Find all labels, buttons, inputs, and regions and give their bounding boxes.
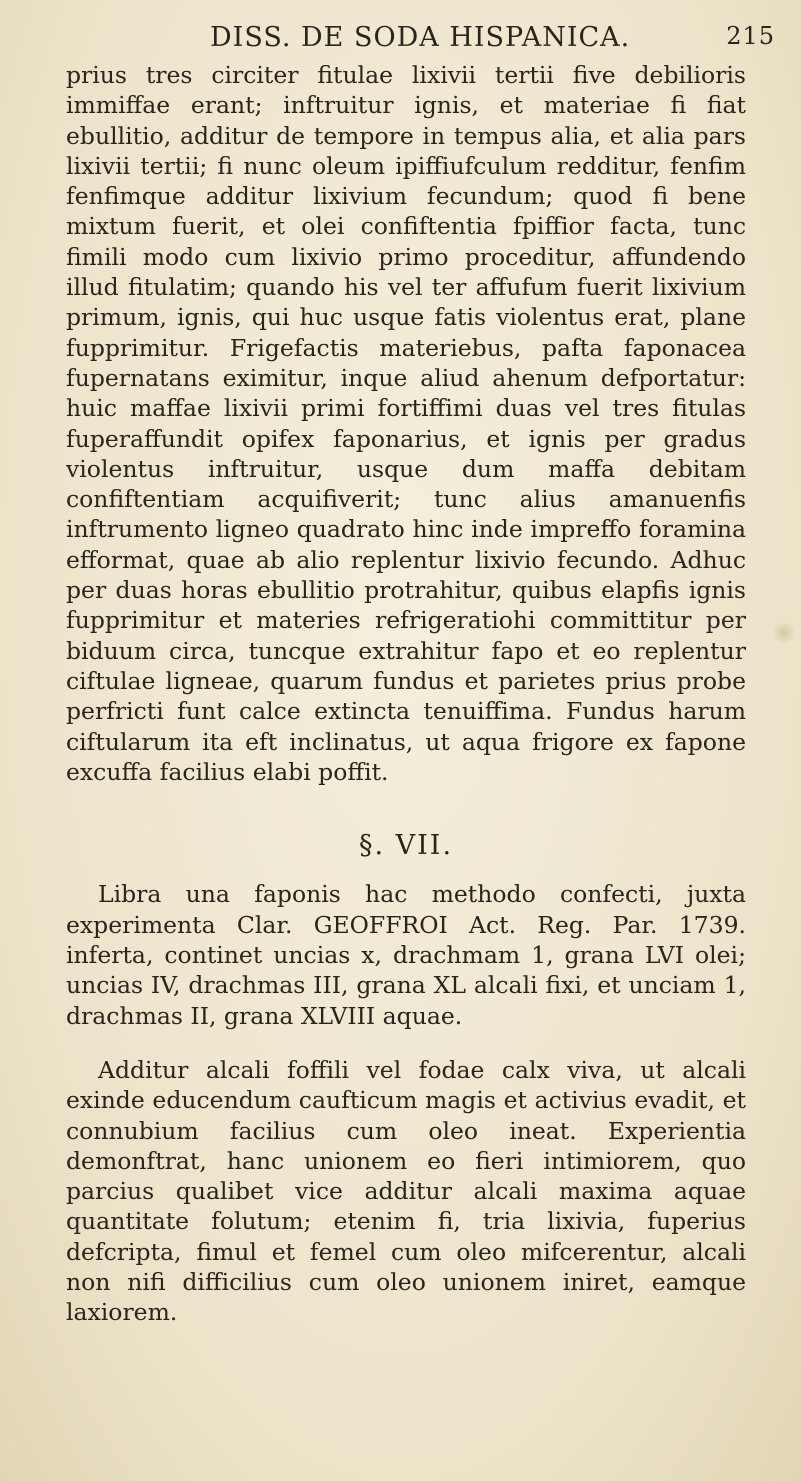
paragraph-1: prius tres circiter fitulae lixivii tertii five debilioris immiffae erant; inftruitur ignis, et materiae fi fiat ebullitio, additur de tempore in tempus alia, et alia pars lixivii tertii; fi nunc oleum ipiffiufculum redditur, fenfim fenfimque additur lixivium fecundum; quod fi bene mixtum fuerit, et olei confiftentia fpiffior facta, tunc fimili modo cum lixivio primo proceditur, affundendo illud fitulatim; quando his vel ter affufum fuerit lixivium primum, ignis, qui huc usque fatis violentus erat, plane fupprimitur. Frigefactis materiebus, pafta faponacea fupernatans eximitur, inque aliud ahenum defportatur: huic maffae lixivii primi fortiffimi duas vel tres fitulas fuperaffundit opifex faponarius, et ignis per gradus violentus inftruitur, usque dum maffa debitam confiftentiam acquifiverit; tunc alius amanuenfis inftrumento ligneo quadrato hinc inde impreffo foramina efformat, quae ab alio replentur lixivio fecundo. Adhuc per duas horas ebullitio protrahitur, quibus elapfis ignis fupprimitur et materies refrigeratiohi committitur per biduum circa, tuncque extrahitur fapo et eo replentur ciftulae ligneae, quarum fundus et parietes prius probe perfricti funt calce extincta tenuiffima. Fundus harum ciftularum ita eft inclinatus, ut aqua frigore ex fapone excuffa facilius elabi poffit. (66, 61, 746, 786)
section-mark: §. VII. (358, 830, 454, 862)
paper-stain (773, 620, 795, 646)
paragraph-gap (66, 1031, 746, 1055)
body-text (66, 60, 746, 1328)
page-number: 215 (726, 22, 775, 50)
page-header (155, 14, 775, 58)
running-title: DISS. DE SODA HISPANICA. (210, 22, 631, 53)
paragraph-2: Libra una faponis hac methodo confecti, juxta experimenta Clar. GEOFFROI Act. Reg. Par. 1739. inferta, continet uncias x, drachmam 1, grana LVI olei; uncias IV, drachmas III, grana XL alcali fixi, et unciam 1, drachmas II, grana XLVIII aquae. (66, 880, 746, 1030)
paragraph-3: Additur alcali foffili vel fodae calx viva, ut alcali exinde educendum caufticum magis et activius evadit, et connubium facilius cum oleo ineat. Experientia demonftrat, hanc unionem eo fieri intimiorem, quo parcius qualibet vice additur alcali maxima aquae quantitate folutum; etenim fi, tria lixivia, fuperius defcripta, fimul et femel cum oleo mifcerentur, alcali non nifi difficilius cum oleo unionem iniret, eamque laxiorem. (66, 1055, 746, 1327)
